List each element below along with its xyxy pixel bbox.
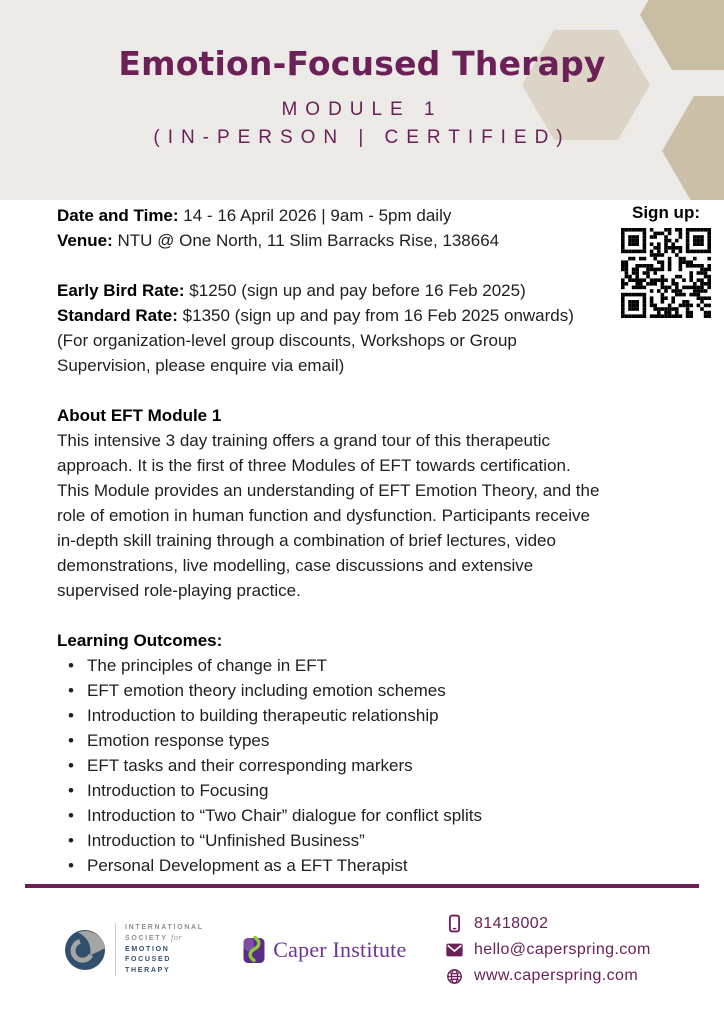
contact-block bbox=[446, 914, 666, 985]
early-bird-rate-label: Early Bird Rate: bbox=[57, 281, 185, 300]
standard-rate-label: Standard Rate: bbox=[57, 306, 178, 325]
contact-website-row bbox=[446, 967, 666, 985]
iseft-logo-text bbox=[115, 923, 204, 977]
date-time-label: Date and Time: bbox=[57, 206, 179, 225]
qr-code bbox=[621, 228, 711, 318]
iseft-logo bbox=[64, 923, 204, 977]
iseft-line-therapy: THERAPY bbox=[125, 966, 171, 974]
page-title: Emotion-Focused Therapy bbox=[118, 44, 606, 83]
contact-email-row bbox=[446, 941, 666, 959]
outcome-item: • EFT emotion theory including emotion schemes bbox=[65, 678, 604, 703]
standard-rate-value: $1350 (sign up and pay from 16 Feb 2025 onwards) bbox=[182, 306, 574, 325]
caper-institute-logo bbox=[243, 935, 406, 964]
venue-label: Venue: bbox=[57, 231, 113, 250]
contact-phone: 81418002 bbox=[473, 914, 549, 932]
contact-email: hello@caperspring.com bbox=[473, 941, 651, 958]
venue-value: NTU @ One North, 11 Slim Barracks Rise, 138664 bbox=[117, 231, 500, 250]
outcomes-list bbox=[57, 653, 604, 878]
outcome-item: • Introduction to “Two Chair” dialogue for conflict splits bbox=[65, 803, 604, 828]
outcome-item: • EFT tasks and their corresponding markers bbox=[65, 753, 604, 778]
caper-institute-name: Caper Institute bbox=[273, 936, 407, 962]
early-bird-rate-line bbox=[57, 278, 604, 303]
outcome-item: • Introduction to building therapeutic relationship bbox=[65, 703, 604, 728]
outcomes-heading: Learning Outcomes: bbox=[57, 631, 223, 650]
outcome-item: • Introduction to Focusing bbox=[65, 778, 604, 803]
venue-line bbox=[57, 228, 604, 253]
standard-rate-line bbox=[57, 303, 604, 328]
phone-icon bbox=[446, 914, 463, 933]
signup-block bbox=[615, 202, 717, 318]
outcome-item: • Personal Development as a EFT Therapist bbox=[65, 853, 604, 878]
signup-label: Sign up: bbox=[632, 203, 700, 222]
iseft-line-international: INTERNATIONAL bbox=[125, 923, 204, 931]
iseft-line-society: SOCIETY for bbox=[125, 933, 183, 943]
email-icon bbox=[446, 943, 463, 957]
contact-phone-row bbox=[446, 914, 666, 933]
globe-icon bbox=[446, 968, 463, 985]
outcome-item: • Introduction to “Unfinished Business” bbox=[65, 828, 604, 853]
group-discount-note: (For organization-level group discounts, Workshops or Group Supervision, please enquire via email) bbox=[57, 331, 517, 375]
about-paragraph: This intensive 3 day training offers a grand tour of this therapeutic approach. It is the first of three Modules of EFT towards certification. This Module provides an understanding of EFT Emotion Theory, and the role of emotion in human function and dysfunction. Participants receive in-depth skill training through a combination of brief lectures, video demonstrations, live modelling, case discussions and extensive supervised role-playing practice. bbox=[57, 431, 600, 600]
about-heading: About EFT Module 1 bbox=[57, 406, 222, 425]
outcome-item: • The principles of change in EFT bbox=[65, 653, 604, 678]
date-time-line bbox=[57, 203, 604, 228]
footer bbox=[0, 884, 724, 985]
outcome-item: • Emotion response types bbox=[65, 728, 604, 753]
caper-logo-icon bbox=[243, 935, 265, 964]
header-banner bbox=[0, 0, 724, 200]
date-time-value: 14 - 16 April 2026 | 9am - 5pm daily bbox=[183, 206, 452, 225]
subtitle-module: MODULE 1 bbox=[281, 99, 443, 120]
subtitle-format: (IN-PERSON | CERTIFIED) bbox=[153, 127, 571, 148]
contact-website: www.caperspring.com bbox=[473, 967, 639, 984]
iseft-line-focused: FOCUSED bbox=[125, 956, 172, 964]
iseft-logo-icon bbox=[64, 929, 106, 971]
iseft-line-emotion: EMOTION bbox=[125, 945, 170, 953]
early-bird-rate-value: $1250 (sign up and pay before 16 Feb 2025) bbox=[189, 281, 526, 300]
